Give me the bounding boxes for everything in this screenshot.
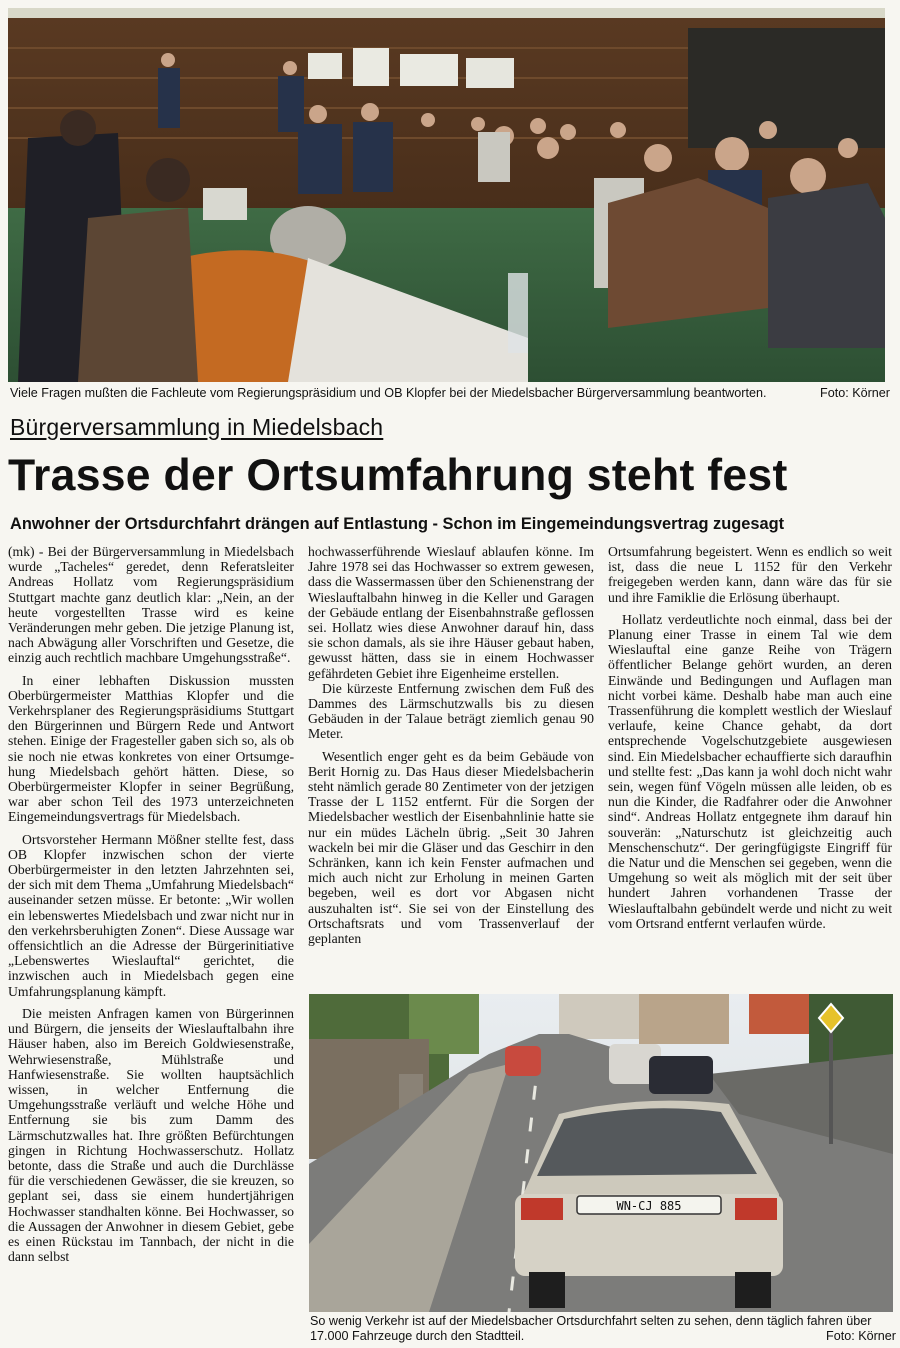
paragraph: Wesentlich enger geht es da beim Gebäude von Berit Hornig zu. Das Haus dieser Miedelsbacherin steht nämlich gerade 80 Zentimeter von der jetzigen Trasse der L 1152 entfernt. Für die Sorgen der Miedelsbacher westlich der Eisenbahnlinie hatte sie nur ein müdes Lächeln übrig. „Seit 30 Jahren wackeln bei mir die Gläser und das Geschirr in den Schränken, kann ich kein Fenster aufmachen und mich auch nicht zur Erholung in meinen Garten begeben, weil es dort vor Abgasen nicht auszuhalten ist“. Sie sei von der Einstellung des Ortschaftsrats und vom Trassenverlauf der geplanten bbox=[308, 748, 594, 947]
article-kicker: Bürgerversammlung in Miedelsbach bbox=[10, 414, 384, 440]
paragraph: Die meisten Anfragen kamen von Bürgerinnen und Bürgern, die jenseits der Wieslauftalbahn ihre Häuser haben, also im Bereich Goldwiesenstraße, Wehrwiesenstraße, Mühlstraße und Hanfwiesenstraße. Sie wollten hauptsächlich wissen, in welcher Entfernung die Umgehungsstraße verläuft und welche Höhe und Entfernung sie bis zum Damm des Lärmschutzwalles hat. Ihre größten Befürchtungen gingen in Richtung Hochwasserschutz. Hollatz betonte, dass die Straße und auch die Durchlässe für die verschiedenen Gewässer, die sie kreuzen, so geplant sei, dass sie einem hundertjährigen Hochwasser standhalten könne. Bei Hochwasser, so die Aussagen der Anwohner in diesem Gebiet, gebe es einen Rückstau im Tannbach, der nicht in die dann selbst bbox=[8, 1005, 294, 1265]
photo-credit: Foto: Körner bbox=[820, 386, 890, 400]
assembly-photo-caption bbox=[10, 386, 890, 401]
paragraph: hochwasserführende Wieslauf ablaufen könne. Im Jahre 1978 sei das Hochwasser so extrem gewesen, dass die Wassermassen über den Schienenstrang der Wieslauftalbahn hinweg in die Keller und Garagen der Gebäude entlang der Eisenbahnstraße geflossen sei. Hollatz wies diese Anwohner darauf hin, dass sie schon damals, als sie ihre Häuser gebaut haben, gewusst hätten, dass sie in einem Hochwasser gefährdeten Gebiet ihre Eigenheime erstellen. bbox=[308, 544, 594, 681]
assembly-photo-image bbox=[8, 8, 885, 382]
paragraph: In einer lebhaften Diskussion mussten Oberbürgermeister Matthias Klopfer und die Verkehrsplaner des Regierungspräsidiums Stuttgart den Bürgerinnen und Bürgern Rede und Antwort stehen. Einige der Fragesteller gaben sich so, als ob sie noch nie etwas konkretes von einer Ortsumgehung Miedelsbach gehört hätten. Diese, so Oberbürgermeister Klopfer in seiner Begrüßung, war aber schon Teil des 1973 unterzeichneten Eingemeindungsvertrags für Miedelsbach. bbox=[8, 672, 294, 825]
article-column-2 bbox=[308, 544, 594, 946]
caption-text: So wenig Verkehr ist auf der Miedelsbacher Ortsdurchfahrt selten zu sehen, denn täglich fahren über 17.000 Fahrzeuge durch den Stadtteil. bbox=[310, 1314, 872, 1343]
article-subhead: Anwohner der Ortsdurchfahrt drängen auf Entlastung - Schon im Eingemeindungsvertrag zugesagt bbox=[10, 515, 785, 533]
paragraph: (mk) - Bei der Bürgerversammlung in Miedelsbach wurde „Tacheles“ geredet, denn Referatsleiter Andreas Hollatz vom Regierungspräsidium Stuttgart machte ganz deutlich klar: „Nein, an der heute vorgestellten Trasse wird es keine Veränderungen mehr geben. Die jetzige Planung ist, nach Abwägung aller Vorschriften und Gesetze, die einzig auch rechtlich machbare Umgehungsstraße“. bbox=[8, 544, 294, 666]
photo-credit: Foto: Körner bbox=[826, 1329, 896, 1343]
road-photo-caption bbox=[310, 1314, 896, 1344]
article-headline: Trasse der Ortsumfahrung steht fest bbox=[8, 451, 788, 500]
caption-text: Viele Fragen mußten die Fachleute vom Regierungspräsidium und OB Klopfer bei der Miedelsbacher Bürgerversammlung beantworten. bbox=[10, 386, 767, 400]
license-plate-text: WN-CJ 885 bbox=[616, 1199, 682, 1213]
road-photo bbox=[309, 994, 893, 1312]
road-photo-image bbox=[309, 994, 893, 1312]
article-column-3 bbox=[608, 544, 892, 931]
assembly-photo bbox=[8, 8, 885, 382]
paragraph: Ortsumfahrung begeistert. Wenn es endlich so weit ist, dass die neue L 1152 für den Verkehr freigegeben werden kann, dann wäre das für sie und ihre Famiklie die Erlösung überhaupt. bbox=[608, 544, 892, 605]
article-column-1 bbox=[8, 544, 294, 1264]
paragraph: Ortsvorsteher Hermann Mößner stellte fest, dass OB Klopfer inzwischen schon der vierte Oberbürgermeister in den letzten Jahrzehnten sei, der sich mit dem Thema „Umfahrung Miedelsbach“ auseinander setzen müsse. Er betonte: „Wir wollen ein lebenswertes Miedelsbach und zwar nicht nur in den verkehrsberuhigten Zonen“. Diese Aussage war offensichtlich an die Adresse der Bürgerinitiative „Lebenswertes Wieslauftal“ gerichtet, die inzwischen auch in Miedelsbach gegen eine Umfahrungsplanung kämpft. bbox=[8, 831, 294, 999]
paragraph: Hollatz verdeutlichte noch einmal, dass bei der Planung einer Trasse in einem Tal wie dem Wieslauftal eine ganze Reihe von Trägern öffentlicher Belange gehört wurden, an deren Einwände und Bedingungen und Auflagen man nicht vorbei käme. Deshalb habe man auch eine Trassenführung die komplett westlich der Wieslauf verlaufe, keine Chance gehabt, da dort entsprechende Vogelschutzgebiete ausgewiesen sind. Ein Miedelsbacher echauffierte sich daraufhin und stellte fest: „Das kann ja wohl doch nicht wahr sein, wegen fünf Vögeln müssen alle leiden, ob es nun die Kinder, die Radfahrer oder die Anwohner sind“. Andreas Hollatz entgegnete ihm darauf hin souverän: „Naturschutz ist gleichzeitig auch Menschenschutz“. Der geringfügigste Eingriff für die Natur und die Menschen sei gegeben, wenn die Umgehung so weit als möglich mit der seit über hundert Jahren vorhandenen Trasse der Wieslauftalbahn gebündelt werde und nicht zu weit vom Ortsrand entfernt verlaufen würde. bbox=[608, 611, 892, 931]
paragraph: Die kürzeste Entfernung zwischen dem Fuß des Dammes des Lärmschutzwalls bis zu diesen Gebäuden in der Talaue beträgt ziemlich genau 90 Meter. bbox=[308, 680, 594, 742]
